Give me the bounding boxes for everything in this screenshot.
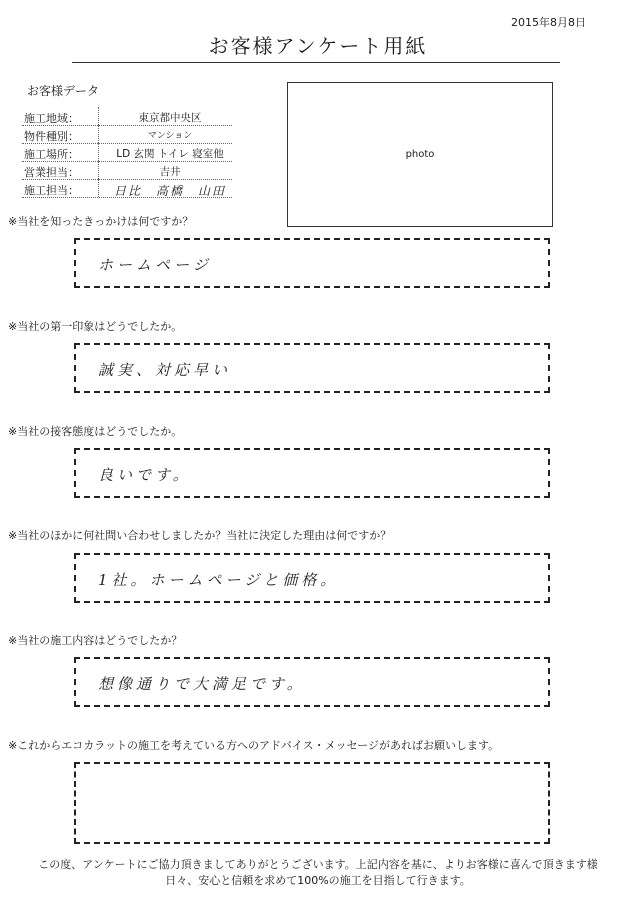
info-divider	[98, 161, 99, 179]
info-divider	[98, 179, 99, 197]
info-divider	[98, 125, 99, 143]
info-row-location	[22, 144, 232, 162]
footer-message-line1: この度、アンケートにご協力頂きましてありがとうございます。上記内容を基に、よりお客様に喜んで頂きます様	[38, 858, 598, 871]
answer-handwriting: 1社。ホームページと価格。	[98, 571, 340, 589]
answer-handwriting: ホームページ	[98, 256, 212, 274]
info-label: 営業担当：	[24, 166, 79, 179]
answer-box	[74, 553, 550, 603]
info-value: 東京都中央区	[138, 112, 202, 124]
info-value: 日比 高橋 山田	[113, 184, 226, 198]
info-row-area	[22, 108, 232, 126]
info-row-installer	[22, 180, 232, 198]
footer-message-line2: 日々、安心と信頼を求めて100%の施工を目指して行きます。	[165, 874, 471, 887]
answer-box	[74, 238, 550, 288]
info-divider	[98, 143, 99, 161]
info-divider	[98, 107, 99, 125]
title-underline	[72, 62, 560, 63]
customer-data-heading: お客様データ	[27, 84, 100, 98]
page-title: お客様アンケート用紙	[208, 34, 428, 58]
info-value: マンション	[147, 131, 193, 141]
answer-box	[74, 343, 550, 393]
answer-handwriting: 誠実、対応早い	[98, 361, 232, 379]
survey-date: 2015年8月8日	[511, 16, 586, 29]
info-row-sales	[22, 162, 232, 180]
question-text: ※これからエコカラットの施工を考えている方へのアドバイス・メッセージがあればお願いします。	[8, 739, 500, 752]
info-label: 物件種別：	[24, 130, 79, 143]
answer-handwriting: 良いです。	[98, 466, 192, 484]
question-text: ※当社を知ったきっかけは何ですか？	[8, 215, 194, 228]
info-value: 吉井	[159, 166, 181, 178]
question-text: ※当社の第一印象はどうでしたか。	[8, 320, 183, 333]
answer-handwriting: 想像通りで大満足です。	[98, 675, 306, 693]
info-value: LD 玄関 トイレ 寝室他	[116, 148, 224, 160]
info-label: 施工場所：	[24, 148, 79, 161]
question-text: ※当社の施工内容はどうでしたか？	[8, 634, 183, 647]
info-label: 施工地域：	[24, 112, 79, 125]
question-text: ※当社の接客態度はどうでしたか。	[8, 425, 183, 438]
answer-box	[74, 448, 550, 498]
info-label: 施工担当：	[24, 184, 79, 197]
answer-box	[74, 762, 550, 844]
info-row-property-type	[22, 126, 232, 144]
photo-placeholder-label: photo	[405, 149, 435, 160]
photo-frame	[287, 82, 553, 227]
question-text: ※当社のほかに何社問い合わせしましたか？当社に決定した理由は何ですか？	[8, 529, 392, 542]
answer-box	[74, 657, 550, 707]
